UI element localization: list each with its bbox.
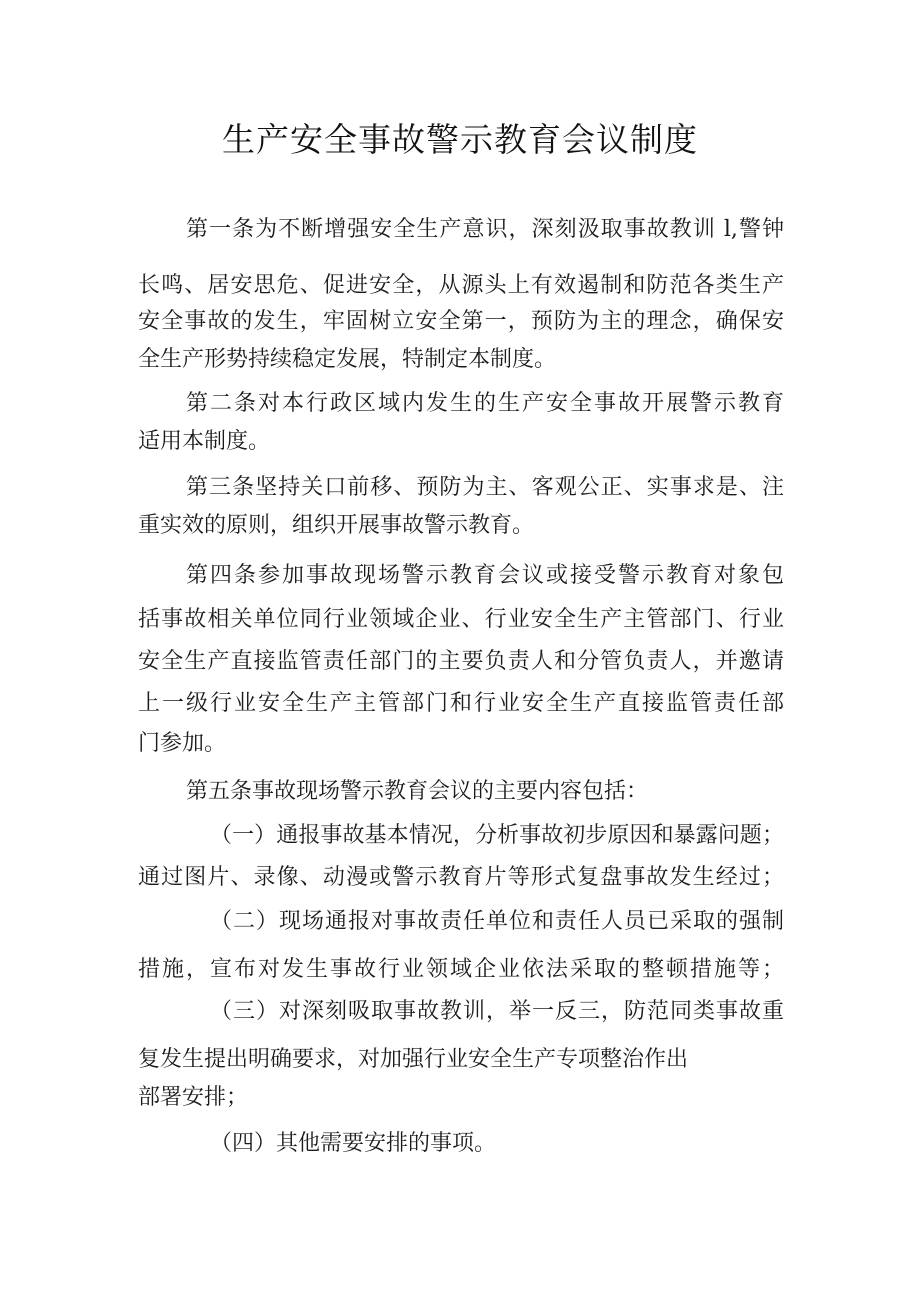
article-3-line-2: 重实效的原则，组织开展事故警示教育。 — [138, 513, 535, 538]
article-2-line-2: 适用本制度。 — [138, 429, 271, 454]
item-3-line-1: （三）对深刻吸取事故教训，举一反三，防范同类事故重 — [210, 999, 784, 1024]
article-1-line-4: 全生产形势持续稳定发展，特制定本制度。 — [138, 347, 557, 372]
article-4-line-2: 括事故相关单位同行业领域企业、行业安全生产主管部门、行业 — [138, 607, 784, 632]
item-2-line-1: （二）现场通报对事故责任单位和责任人员已采取的强制 — [210, 909, 784, 934]
item-3-line-2: 复发生提出明确要求，对加强行业安全生产专项整治作出 — [138, 1047, 689, 1072]
article-4-line-3: 安全生产直接监管责任部门的主要负责人和分管负责人，并邀请 — [138, 649, 784, 674]
item-4-line-1: （四）其他需要安排的事项。 — [210, 1131, 497, 1156]
article-1-line-1: 第一条为不断增强安全生产意识，深刻汲取事故教训 l,警钟 — [186, 217, 784, 242]
article-5-line-1: 第五条事故现场警示教育会议的主要内容包括： — [186, 779, 649, 804]
item-1-line-1: （一）通报事故基本情况，分析事故初步原因和暴露问题； — [210, 823, 784, 848]
article-4-line-5: 门参加。 — [138, 731, 227, 756]
document-title: 生产安全事故警示教育会议制度 — [222, 120, 698, 159]
item-1-line-2: 通过图片、录像、动漫或警示教育片等形式复盘事故发生经过； — [138, 865, 784, 890]
article-3-line-1: 第三条坚持关口前移、预防为主、客观公正、实事求是、注 — [186, 475, 784, 500]
article-1-line-3: 安全事故的发生，牢固树立安全第一，预防为主的理念，确保安 — [138, 309, 784, 334]
article-2-line-1: 第二条对本行政区域内发生的生产安全事故开展警示教育 — [186, 391, 784, 416]
article-1-line-2: 长鸣、居安思危、促进安全，从源头上有效遏制和防范各类生产 — [138, 273, 784, 298]
article-4-line-4: 上一级行业安全生产主管部门和行业安全生产直接监管责任部 — [138, 691, 784, 716]
item-3-line-3: 部署安排； — [138, 1085, 249, 1110]
item-2-line-2: 措施，宣布对发生事故行业领域企业依法采取的整顿措施等； — [138, 957, 784, 982]
article-4-line-1: 第四条参加事故现场警示教育会议或接受警示教育对象包 — [186, 563, 784, 588]
